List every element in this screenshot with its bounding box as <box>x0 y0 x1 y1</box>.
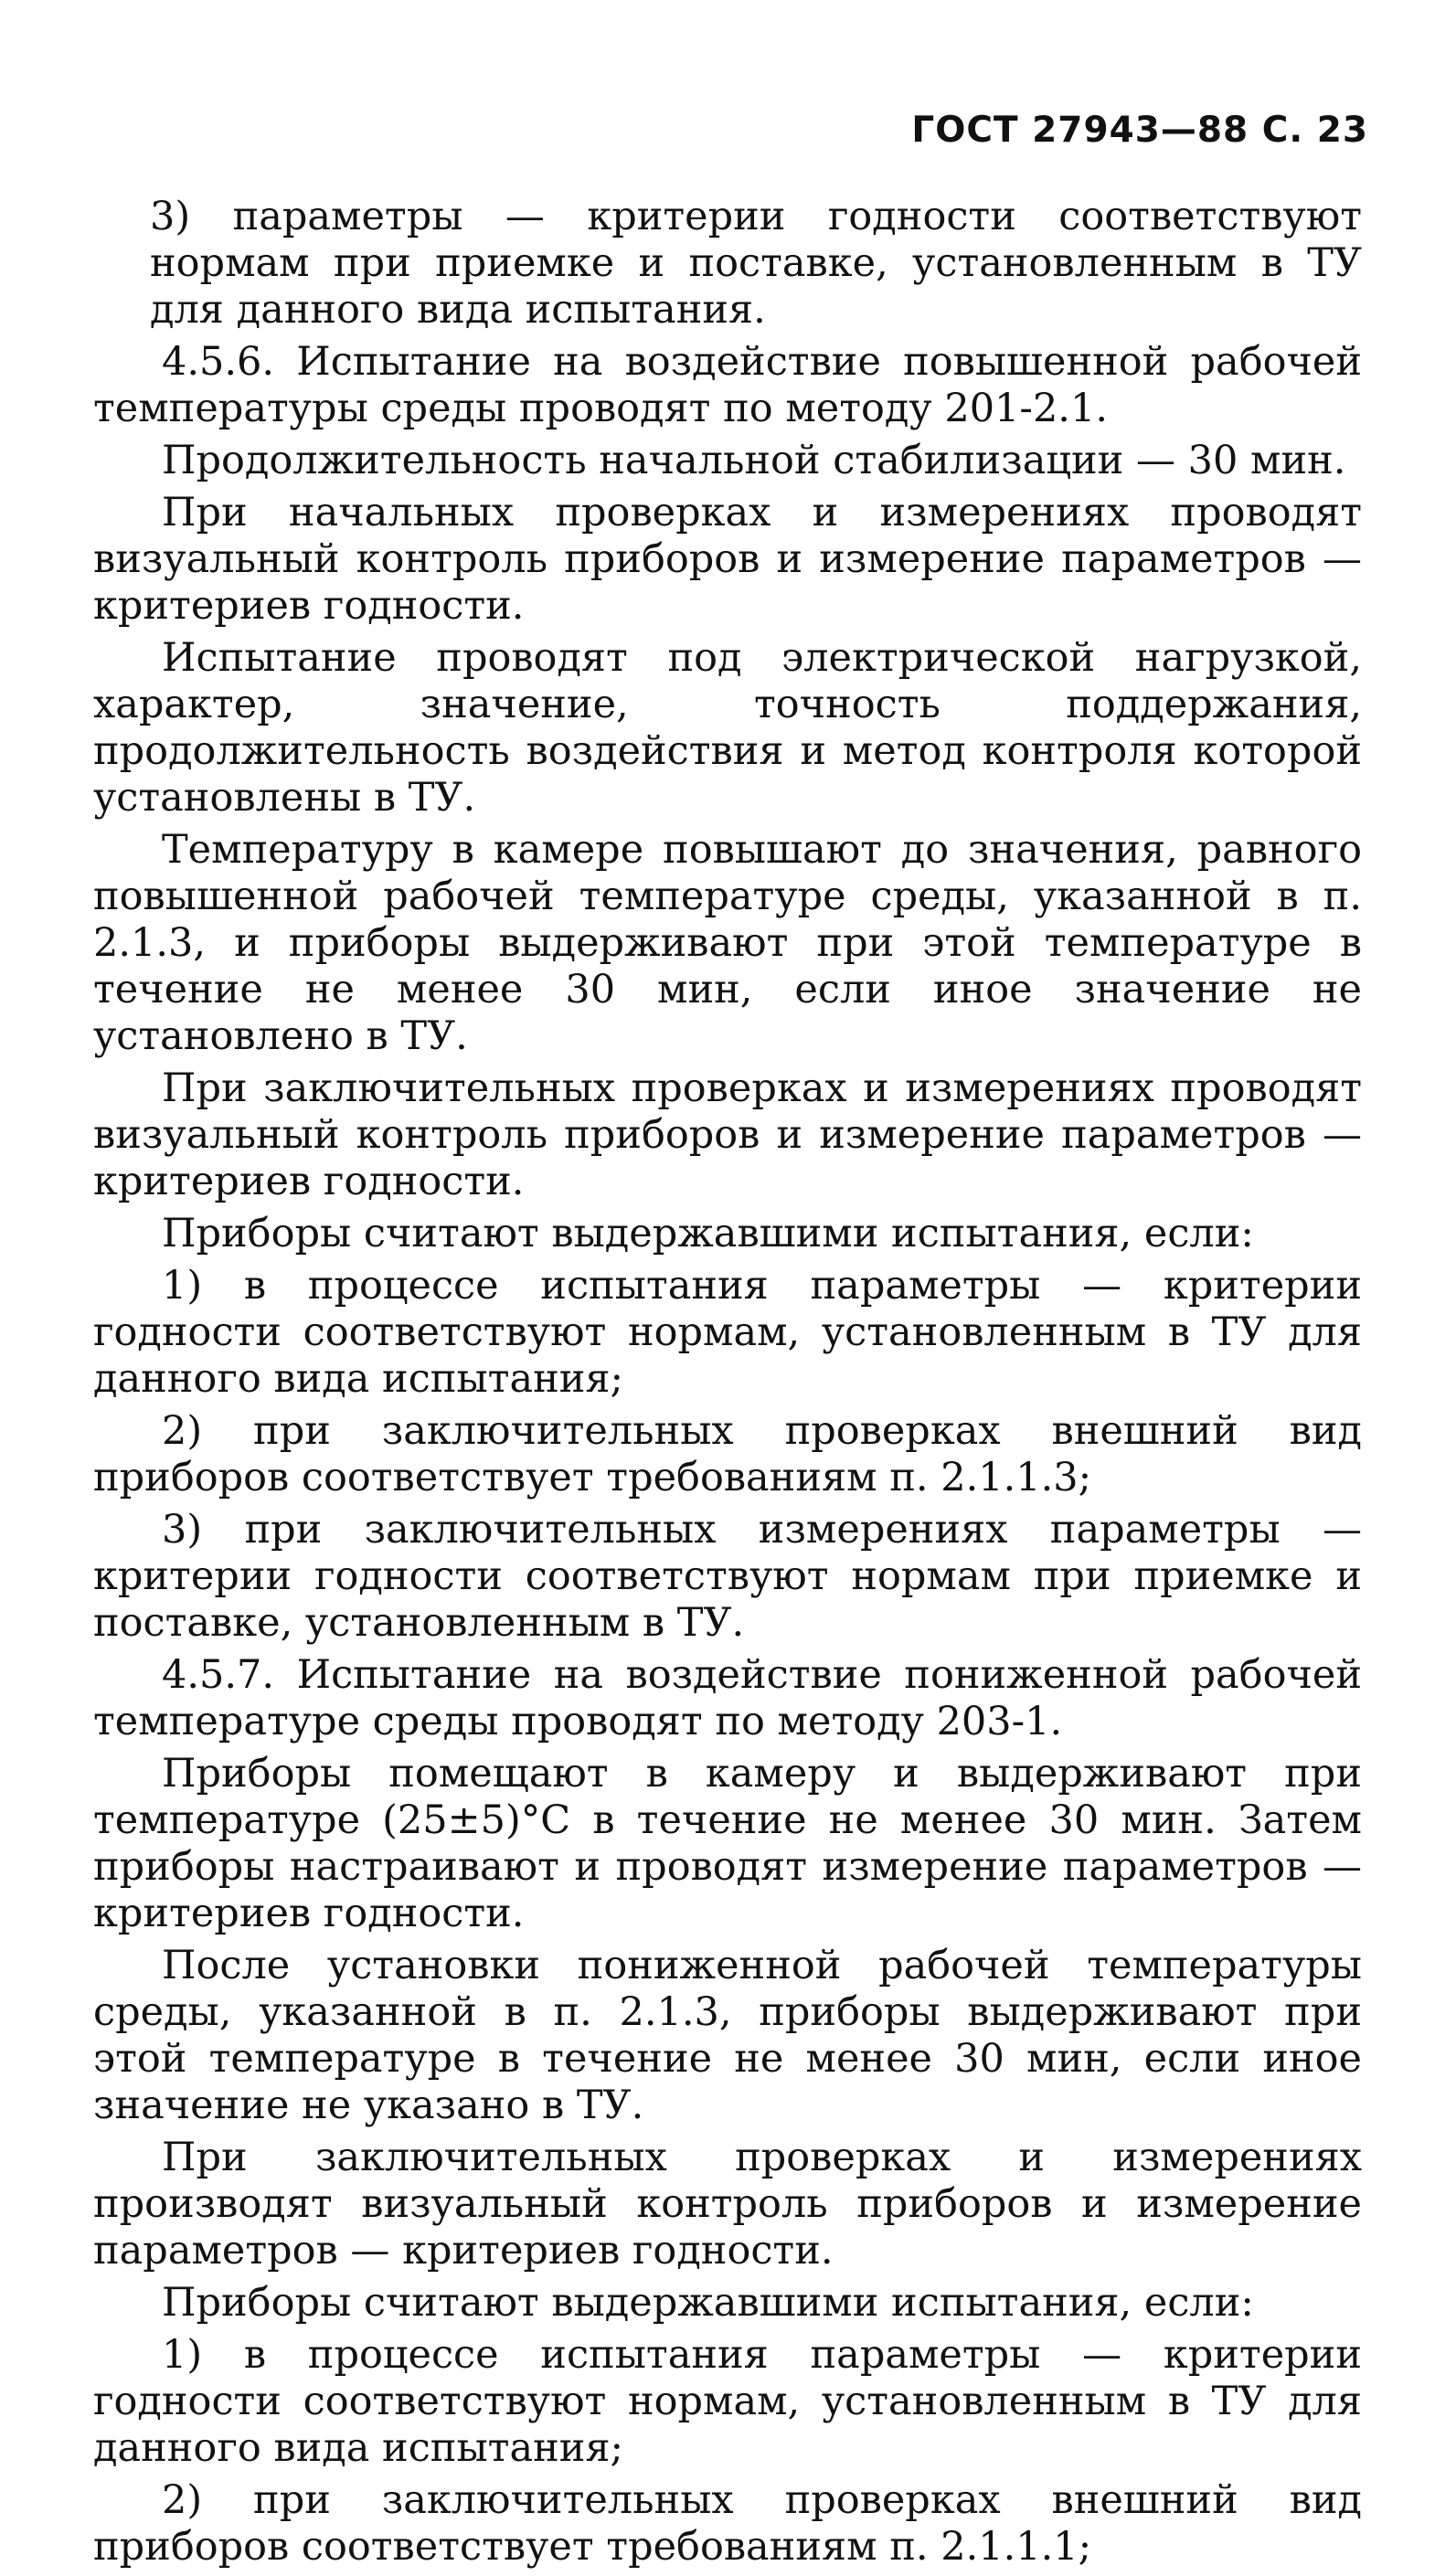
paragraph-condition-1: 1) в процессе испытания параметры — критерии годности соответствуют нормам, установленным в ТУ для данного вида испытания; <box>93 1263 1362 1402</box>
paragraph-section-4-5-7: 4.5.7. Испытание на воздействие пониженной рабочей температуре среды проводят по методу 203-1. <box>93 1652 1362 1744</box>
paragraph-item-3-criteria: 3) параметры — критерии годности соответствуют нормам при приемке и поставке, установленным в ТУ для данного вида испытания. <box>150 194 1362 333</box>
running-header: ГОСТ 27943—88 С. 23 <box>911 110 1368 151</box>
paragraph-section-4-5-6: 4.5.6. Испытание на воздействие повышенной рабочей температуры среды проводят по методу 201-2.1. <box>93 339 1362 431</box>
paragraph-condition-2: 2) при заключительных проверках внешний вид приборов соответствует требованиям п. 2.1.1.3; <box>93 1408 1362 1500</box>
paragraph-pass-conditions: Приборы считают выдержавшими испытания, если: <box>162 1211 1254 1256</box>
paragraph-condition-1-b: 1) в процессе испытания параметры — критерии годности соответствуют нормам, установленным в ТУ для данного вида испытания; <box>93 2332 1362 2471</box>
paragraph-condition-3: 3) при заключительных измерениях параметры — критерии годности соответствуют нормам при приемке и поставке, установленным в ТУ. <box>93 1507 1362 1646</box>
paragraph-final-checks: При заключительных проверках и измерениях проводят визуальный контроль приборов и измерение параметров — критериев годности. <box>93 1065 1362 1204</box>
paragraph-low-temperature: После установки пониженной рабочей температуры среды, указанной в п. 2.1.3, приборы выдерживают при этой температуре в течение не менее 30 мин, если иное значение не указано в ТУ. <box>93 1943 1362 2128</box>
paragraph-final-checks-2: При заключительных проверках и измерениях производят визуальный контроль приборов и измерение параметров — критериев годности. <box>93 2135 1362 2274</box>
paragraph-condition-2-b: 2) при заключительных проверках внешний вид приборов соответствует требованиям п. 2.1.1.1; <box>93 2477 1362 2570</box>
paragraph-chamber-placement: Приборы помещают в камеру и выдерживают при температуре (25±5)°С в течение не менее 30 мин. Затем приборы настраивают и проводят измерение параметров — критериев годности. <box>93 1751 1362 1936</box>
paragraph-electrical-load: Испытание проводят под электрической нагрузкой, характер, значение, точность поддержания, продолжительность воздействия и метод контроля которой установлены в ТУ. <box>93 635 1362 821</box>
paragraph-pass-conditions-2: Приборы считают выдержавшими испытания, если: <box>162 2280 1254 2326</box>
paragraph-stabilization: Продолжительность начальной стабилизации — 30 мин. <box>162 438 1346 483</box>
paragraph-initial-checks: При начальных проверках и измерениях проводят визуальный контроль приборов и измерение параметров — критериев годности. <box>93 490 1362 629</box>
paragraph-temperature-raise: Температуру в камере повышают до значения, равного повышенной рабочей температуре среды, указанной в п. 2.1.3, и приборы выдерживают при этой температуре в течение не менее 30 мин, если иное значение не установлено в ТУ. <box>93 827 1362 1059</box>
